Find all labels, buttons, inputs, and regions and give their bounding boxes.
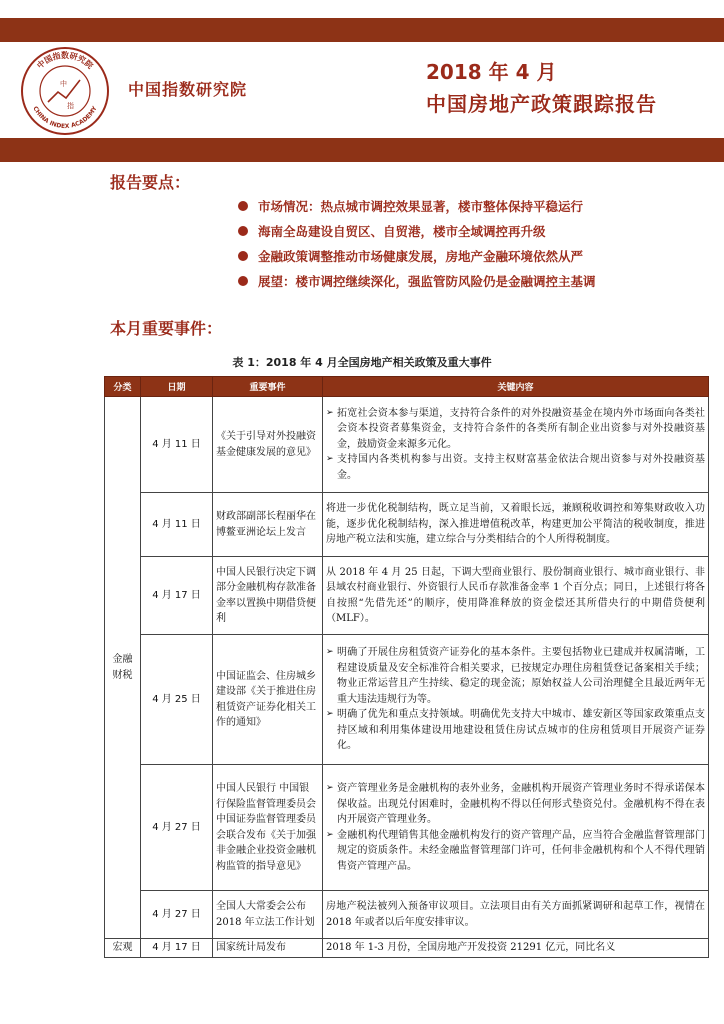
category-cell-macro: 宏观 [105, 939, 141, 958]
content-cell: ➢ 明确了开展住房租赁资产证券化的基本条件。主要包括物业已建成并权属清晰，工程建设质量及安全标准符合相关要求，已按规定办理住房租赁登记备案相关手续；物业正常运营且产生持续、稳定的现金流；原始权益人公司治理健全且最近两年无重大违法违规行为等。 ➢ 明确了优先和重点支持领域。明确优先支持大中城市、雄安新区等国家政策重点支持区域和利用集体建设用地建设租赁住房试点城市的住房租赁项目开展资产证券化。 [323, 635, 709, 765]
logo-top-text: 中国指数研究院 [35, 51, 95, 71]
logo-center-char2: 指 [67, 102, 74, 110]
table-row [105, 557, 709, 635]
arrow-bullet-icon: ➢ [326, 829, 334, 840]
event-cell: 全国人大常委会公布 2018 年立法工作计划 [213, 891, 323, 939]
org-name: 中国指数研究院 [128, 80, 248, 99]
highlights-title: 报告要点： [110, 173, 191, 192]
header-content: 关键内容 [323, 377, 709, 397]
bullet-dot-icon [238, 251, 248, 261]
event-cell: 财政部副部长程丽华在博鳌亚洲论坛上发言 [213, 493, 323, 557]
content-cell: 从 2018 年 4 月 25 日起，下调大型商业银行、股份制商业银行、城市商业银行、非县域农村商业银行、外资银行人民币存款准备金率 1 个百分点；同日，上述银行将各自按照“先借先还”的顺序，使用降准释放的资金偿还其所借央行的中期借贷便利（MLF）。 [323, 557, 709, 635]
event-cell: 《关于引导对外投融资基金健康发展的意见》 [213, 397, 323, 493]
date-cell: 4 月 25 日 [141, 635, 213, 765]
content-cell: 房地产税法被列入预备审议项目。立法项目由有关方面抓紧调研和起草工作，视情在 2018 年或者以后年度安排审议。 [323, 891, 709, 939]
events-table [104, 376, 709, 958]
china-index-academy-logo [20, 46, 110, 136]
bullet-dot-icon [238, 201, 248, 211]
arrow-bullet-icon: ➢ [326, 647, 334, 658]
header-category: 分类 [105, 377, 141, 397]
table-row [105, 397, 709, 493]
logo-center-char1: 中 [60, 80, 67, 88]
table-row [105, 635, 709, 765]
header-bottom-band [0, 138, 724, 162]
date-cell: 4 月 17 日 [141, 939, 213, 958]
category-cell-finance: 金融 财税 [105, 397, 141, 939]
event-cell: 中国人民银行 中国银行保险监督管理委员会 中国证券监督管理委员会联合发布《关于加强非金融企业投资金融机构监管的指导意见》 [213, 765, 323, 891]
report-date: 2018 年 4 月 [426, 60, 557, 84]
highlights-list [238, 194, 708, 294]
date-cell: 4 月 27 日 [141, 891, 213, 939]
arrow-bullet-icon: ➢ [326, 454, 334, 465]
bullet-dot-icon [238, 276, 248, 286]
header-event: 重要事件 [213, 377, 323, 397]
table-row [105, 493, 709, 557]
header-top-band [0, 18, 724, 42]
content-cell: ➢ 拓宽社会资本参与渠道，支持符合条件的对外投融资基金在境内外市场面向各类社会资本投资者募集资金，支持符合条件的各类所有制企业出资参与对外投融资基金，鼓励资金来源多元化。 ➢ 支持国内各类机构参与出资。支持主权财富基金依法合规出资参与对外投融资基金。 [323, 397, 709, 493]
date-cell: 4 月 27 日 [141, 765, 213, 891]
event-cell: 国家统计局发布 [213, 939, 323, 958]
highlight-item: 金融政策调整推动市场健康发展，房地产金融环境依然从严 [238, 244, 708, 268]
arrow-bullet-icon: ➢ [326, 709, 334, 720]
highlight-item: 市场情况：热点城市调控效果显著，楼市整体保持平稳运行 [238, 194, 708, 218]
header-date: 日期 [141, 377, 213, 397]
table-row [105, 891, 709, 939]
arrow-bullet-icon: ➢ [326, 407, 334, 418]
events-section-title: 本月重要事件： [110, 319, 223, 338]
content-cell: 2018 年 1-3 月份，全国房地产开发投资 21291 亿元，同比名义 [323, 939, 709, 958]
table-row [105, 765, 709, 891]
highlight-item: 展望：楼市调控继续深化，强监管防风险仍是金融调控主基调 [238, 269, 708, 293]
table-row [105, 939, 709, 958]
logo-bottom-text: CHINA INDEX ACADEMY [31, 105, 99, 131]
highlight-item: 海南全岛建设自贸区、自贸港，楼市全域调控再升级 [238, 219, 708, 243]
date-cell: 4 月 11 日 [141, 493, 213, 557]
table-caption: 表 1：2018 年 4 月全国房地产相关政策及重大事件 [232, 356, 492, 369]
event-cell: 中国证监会、住房城乡建设部《关于推进住房租赁资产证券化相关工作的通知》 [213, 635, 323, 765]
date-cell: 4 月 17 日 [141, 557, 213, 635]
date-cell: 4 月 11 日 [141, 397, 213, 493]
content-cell: 将进一步优化税制结构，既立足当前，又着眼长远，兼顾税收调控和筹集财政收入功能，逐步优化税制结构，深入推进增值税改革，构建更加公平简洁的税收制度，推进房地产税立法和实施，建立综合与分类相结合的个人所得税制度。 [323, 493, 709, 557]
report-title: 中国房地产政策跟踪报告 [426, 92, 657, 116]
content-cell: ➢ 资产管理业务是金融机构的表外业务，金融机构开展资产管理业务时不得承诺保本保收益。出现兑付困难时，金融机构不得以任何形式垫资兑付。金融机构不得在表内开展资产管理业务。 ➢ 金融机构代理销售其他金融机构发行的资产管理产品，应当符合金融监督管理部门规定的资质条件。未经金融监督管理部门许可，任何非金融机构和个人不得代理销售资产管理产品。 [323, 765, 709, 891]
table-header-row [105, 377, 709, 397]
bullet-dot-icon [238, 226, 248, 236]
event-cell: 中国人民银行决定下调部分金融机构存款准备金率以置换中期借贷便利 [213, 557, 323, 635]
arrow-bullet-icon: ➢ [326, 783, 334, 793]
